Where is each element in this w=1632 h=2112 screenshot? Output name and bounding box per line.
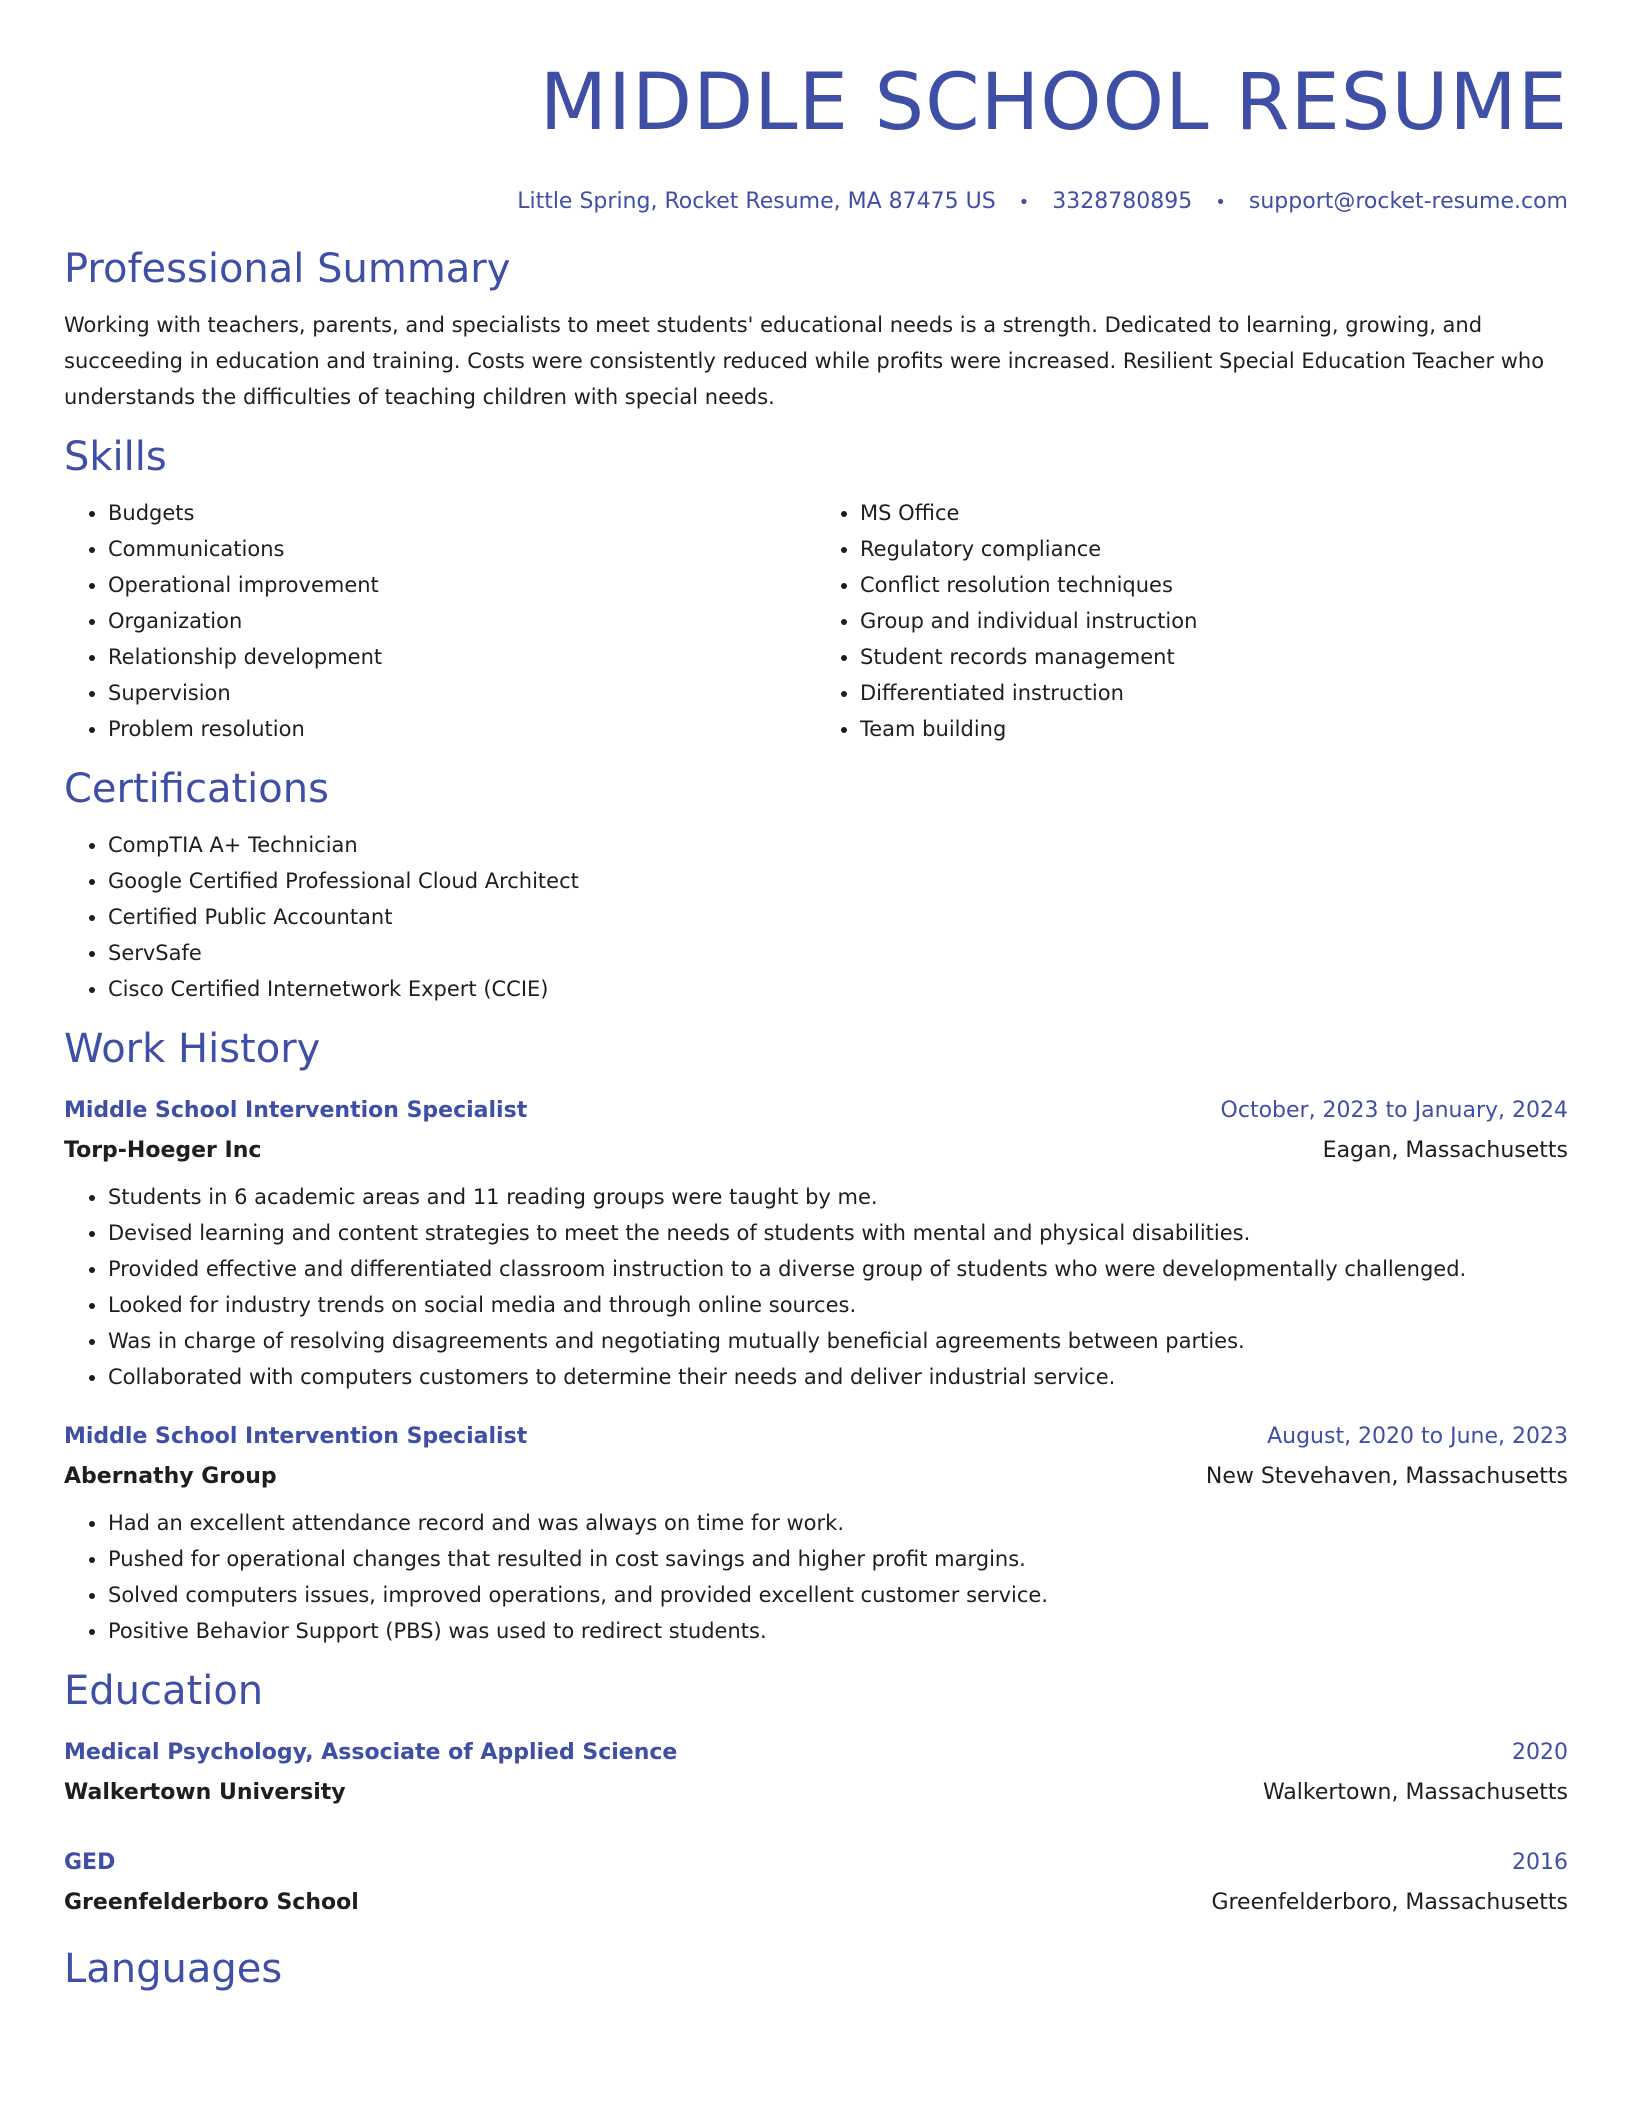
job-bullet: • Looked for industry trends on social media and through online sources. bbox=[108, 1287, 1568, 1323]
section-title-certifications: Certifications bbox=[64, 766, 329, 812]
job-company: Torp-Hoeger Inc bbox=[64, 1138, 262, 1163]
education-degree: GED bbox=[64, 1850, 116, 1875]
job-bullets bbox=[64, 1179, 1568, 1395]
education-degree-row bbox=[64, 1843, 1568, 1883]
job-company: Abernathy Group bbox=[64, 1464, 277, 1489]
skills-columns bbox=[64, 485, 1568, 747]
education-degree-row bbox=[64, 1733, 1568, 1773]
education-entry bbox=[64, 1843, 1568, 1923]
section-title-skills: Skills bbox=[64, 434, 167, 480]
certification-item: • CompTIA A+ Technician bbox=[108, 827, 1568, 863]
certification-item: • Certified Public Accountant bbox=[108, 899, 1568, 935]
job-bullet: • Students in 6 academic areas and 11 reading groups were taught by me. bbox=[108, 1179, 1568, 1215]
education-school-row bbox=[64, 1883, 1568, 1923]
education-degree: Medical Psychology, Associate of Applied Science bbox=[64, 1740, 678, 1765]
job-title: Middle School Intervention Specialist bbox=[64, 1098, 528, 1123]
skill-item: • Conflict resolution techniques bbox=[860, 567, 1568, 603]
skill-item: • Organization bbox=[108, 603, 816, 639]
section-summary bbox=[64, 241, 1568, 415]
job-bullet: • Collaborated with computers customers to determine their needs and deliver industrial service. bbox=[108, 1359, 1568, 1395]
skills-list-right bbox=[816, 495, 1568, 747]
section-title-languages: Languages bbox=[64, 1946, 283, 1992]
skill-item: • Supervision bbox=[108, 675, 816, 711]
education-school: Greenfelderboro School bbox=[64, 1890, 359, 1915]
job-entry bbox=[64, 1091, 1568, 1395]
skill-item: • Team building bbox=[860, 711, 1568, 747]
skill-item: • MS Office bbox=[860, 495, 1568, 531]
job-title-row bbox=[64, 1091, 1568, 1131]
job-bullet: • Was in charge of resolving disagreements and negotiating mutually beneficial agreements between parties. bbox=[108, 1323, 1568, 1359]
section-title-work: Work History bbox=[64, 1026, 321, 1072]
skill-item: • Student records management bbox=[860, 639, 1568, 675]
resume-header bbox=[64, 0, 1568, 219]
contact-separator: • bbox=[1018, 192, 1030, 213]
skill-item: • Relationship development bbox=[108, 639, 816, 675]
contact-line bbox=[64, 186, 1568, 219]
education-school: Walkertown University bbox=[64, 1780, 346, 1805]
certification-item: • ServSafe bbox=[108, 935, 1568, 971]
job-company-row bbox=[64, 1457, 1568, 1497]
job-location: Eagan, Massachusetts bbox=[1322, 1138, 1568, 1163]
education-location: Walkertown, Massachusetts bbox=[1262, 1780, 1568, 1805]
section-skills bbox=[64, 429, 1568, 747]
job-bullet: • Solved computers issues, improved operations, and provided excellent customer service. bbox=[108, 1577, 1568, 1613]
job-bullet: • Positive Behavior Support (PBS) was used to redirect students. bbox=[108, 1613, 1568, 1649]
job-bullet: • Pushed for operational changes that resulted in cost savings and higher profit margins. bbox=[108, 1541, 1568, 1577]
job-title-row bbox=[64, 1417, 1568, 1457]
summary-text: Working with teachers, parents, and specialists to meet students' educational needs is a strength. Dedicated to learning, growing, and succeeding in education and training. Costs were consistently reduced while profits were increased. Resilient Special Education Teacher who understands the difficulties of teaching children with special needs. bbox=[64, 313, 1545, 409]
contact-phone: 3328780895 bbox=[1052, 189, 1193, 214]
job-bullets bbox=[64, 1505, 1568, 1649]
education-entry bbox=[64, 1733, 1568, 1813]
skill-item: • Differentiated instruction bbox=[860, 675, 1568, 711]
skill-item: • Problem resolution bbox=[108, 711, 816, 747]
section-certifications bbox=[64, 761, 1568, 1007]
contact-email[interactable]: support@rocket-resume.com bbox=[1248, 189, 1568, 214]
contact-address: Little Spring, Rocket Resume, MA 87475 US bbox=[517, 189, 996, 214]
job-company-row bbox=[64, 1131, 1568, 1171]
certification-item: • Google Certified Professional Cloud Architect bbox=[108, 863, 1568, 899]
section-languages bbox=[64, 1941, 1568, 1997]
skill-item: • Operational improvement bbox=[108, 567, 816, 603]
section-work-history bbox=[64, 1021, 1568, 1649]
job-bullet: • Had an excellent attendance record and was always on time for work. bbox=[108, 1505, 1568, 1541]
certifications-list bbox=[64, 827, 1568, 1007]
skill-item: • Budgets bbox=[108, 495, 816, 531]
section-title-education: Education bbox=[64, 1668, 264, 1714]
job-title: Middle School Intervention Specialist bbox=[64, 1424, 528, 1449]
skills-list-left bbox=[64, 495, 816, 747]
education-year: 2020 bbox=[1512, 1740, 1568, 1765]
job-dates: October, 2023 to January, 2024 bbox=[1220, 1098, 1568, 1123]
job-entry bbox=[64, 1417, 1568, 1649]
education-year: 2016 bbox=[1512, 1850, 1568, 1875]
education-location: Greenfelderboro, Massachusetts bbox=[1211, 1890, 1568, 1915]
certification-item: • Cisco Certified Internetwork Expert (CCIE) bbox=[108, 971, 1568, 1007]
job-location: New Stevehaven, Massachusetts bbox=[1205, 1464, 1568, 1489]
job-bullet: • Provided effective and differentiated classroom instruction to a diverse group of students who were developmentally challenged. bbox=[108, 1251, 1568, 1287]
skill-item: • Communications bbox=[108, 531, 816, 567]
job-dates: August, 2020 to June, 2023 bbox=[1267, 1424, 1568, 1449]
resume-name: MIDDLE SCHOOL RESUME bbox=[539, 58, 1568, 148]
job-bullet: • Devised learning and content strategies to meet the needs of students with mental and physical disabilities. bbox=[108, 1215, 1568, 1251]
contact-separator: • bbox=[1215, 192, 1226, 213]
education-school-row bbox=[64, 1773, 1568, 1813]
section-education bbox=[64, 1663, 1568, 1923]
section-title-summary: Professional Summary bbox=[64, 246, 511, 292]
skill-item: • Regulatory compliance bbox=[860, 531, 1568, 567]
skill-item: • Group and individual instruction bbox=[860, 603, 1568, 639]
